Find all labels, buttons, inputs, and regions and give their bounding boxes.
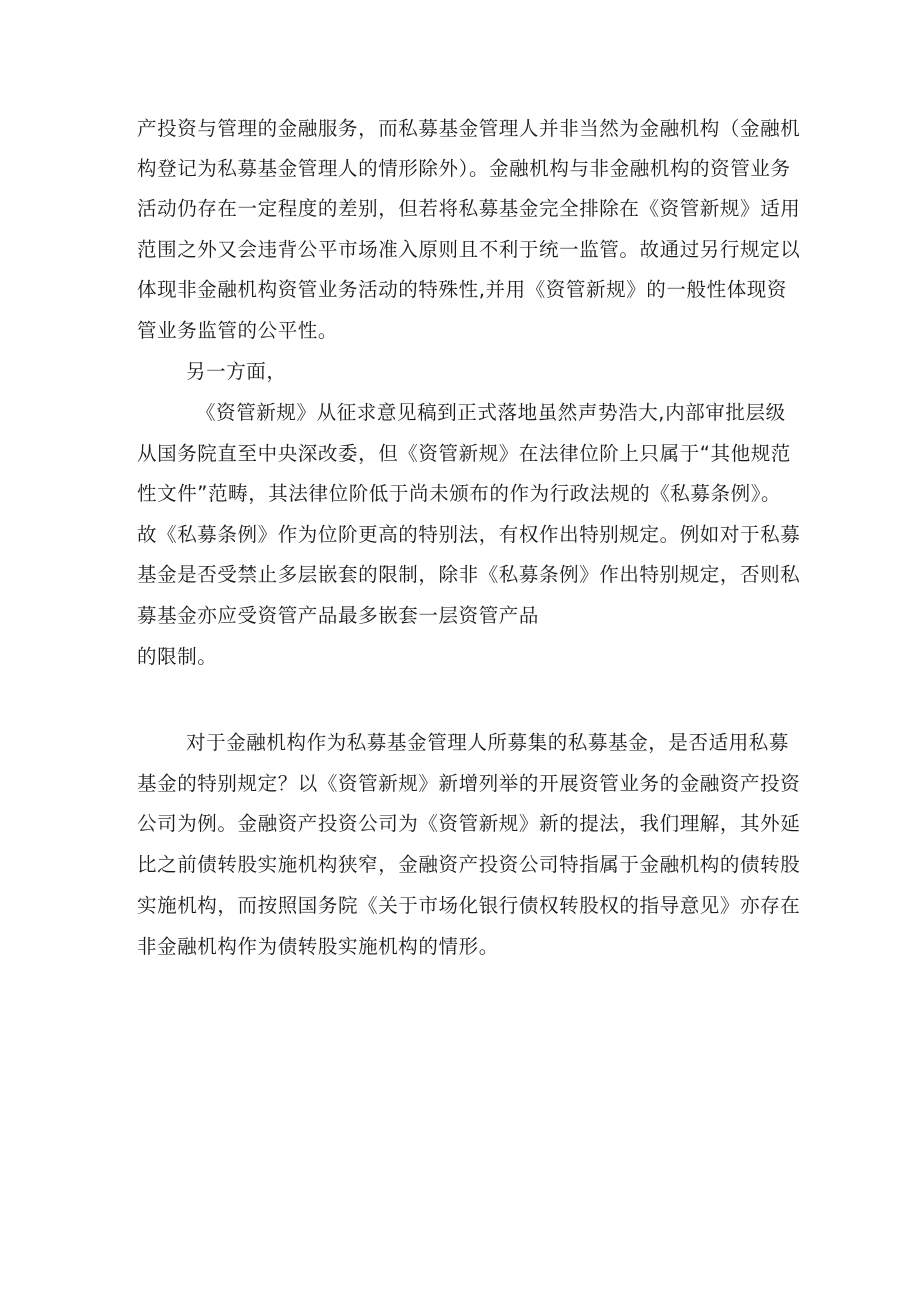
text-line: 公司为例。金融资产投资公司为《资管新规》新的提法，我们理解，其外延 bbox=[137, 812, 801, 835]
text-line: 另一方面， bbox=[186, 360, 287, 383]
text-line: 实施机构，而按照国务院《关于市场化银行债权转股权的指导意见》亦存在 bbox=[137, 894, 801, 917]
text-line: 性文件”范畴，其法律位阶低于尚未颁布的作为行政法规的《私募条例》。 bbox=[137, 482, 782, 505]
text-line: 活动仍存在一定程度的差别，但若将私募基金完全排除在《资管新规》适用 bbox=[137, 197, 801, 220]
text-line: 体现非金融机构资管业务活动的特殊性,并用《资管新规》的一般性体现资 bbox=[137, 278, 787, 301]
text-line: 的限制。 bbox=[137, 645, 218, 668]
text-line: 管业务监管的公平性。 bbox=[137, 319, 339, 342]
text-line: 基金是否受禁止多层嵌套的限制，除非《私募条例》作出特别规定，否则私 bbox=[137, 563, 801, 586]
text-line: 募基金亦应受资管产品最多嵌套一层资管产品 bbox=[137, 604, 540, 627]
text-line: 故《私募条例》作为位阶更高的特别法，有权作出特别规定。例如对于私募 bbox=[137, 523, 801, 546]
text-line: 构登记为私募基金管理人的情形除外）。金融机构与非金融机构的资管业务 bbox=[137, 157, 791, 180]
text-line: 非金融机构作为债转股实施机构的情形。 bbox=[137, 935, 499, 958]
text-line: 比之前债转股实施机构狭窄，金融资产投资公司特指属于金融机构的债转股 bbox=[137, 853, 801, 876]
text-line: 范围之外又会违背公平市场准入原则且不利于统一监管。故通过另行规定以 bbox=[137, 238, 801, 261]
text-line: 《资管新规》从征求意见稿到正式落地虽然声势浩大,内部审批层级 bbox=[196, 401, 786, 424]
text-line: 产投资与管理的金融服务，而私募基金管理人并非当然为金融机构（金融机 bbox=[137, 117, 801, 140]
text-line: 从国务院直至中央深改委，但《资管新规》在法律位阶上只属于“其他规范 bbox=[137, 442, 791, 465]
text-line: 基金的特别规定？以《资管新规》新增列举的开展资管业务的金融资产投资 bbox=[137, 772, 801, 795]
text-line: 对于金融机构作为私募基金管理人所募集的私募基金，是否适用私募 bbox=[186, 731, 790, 754]
